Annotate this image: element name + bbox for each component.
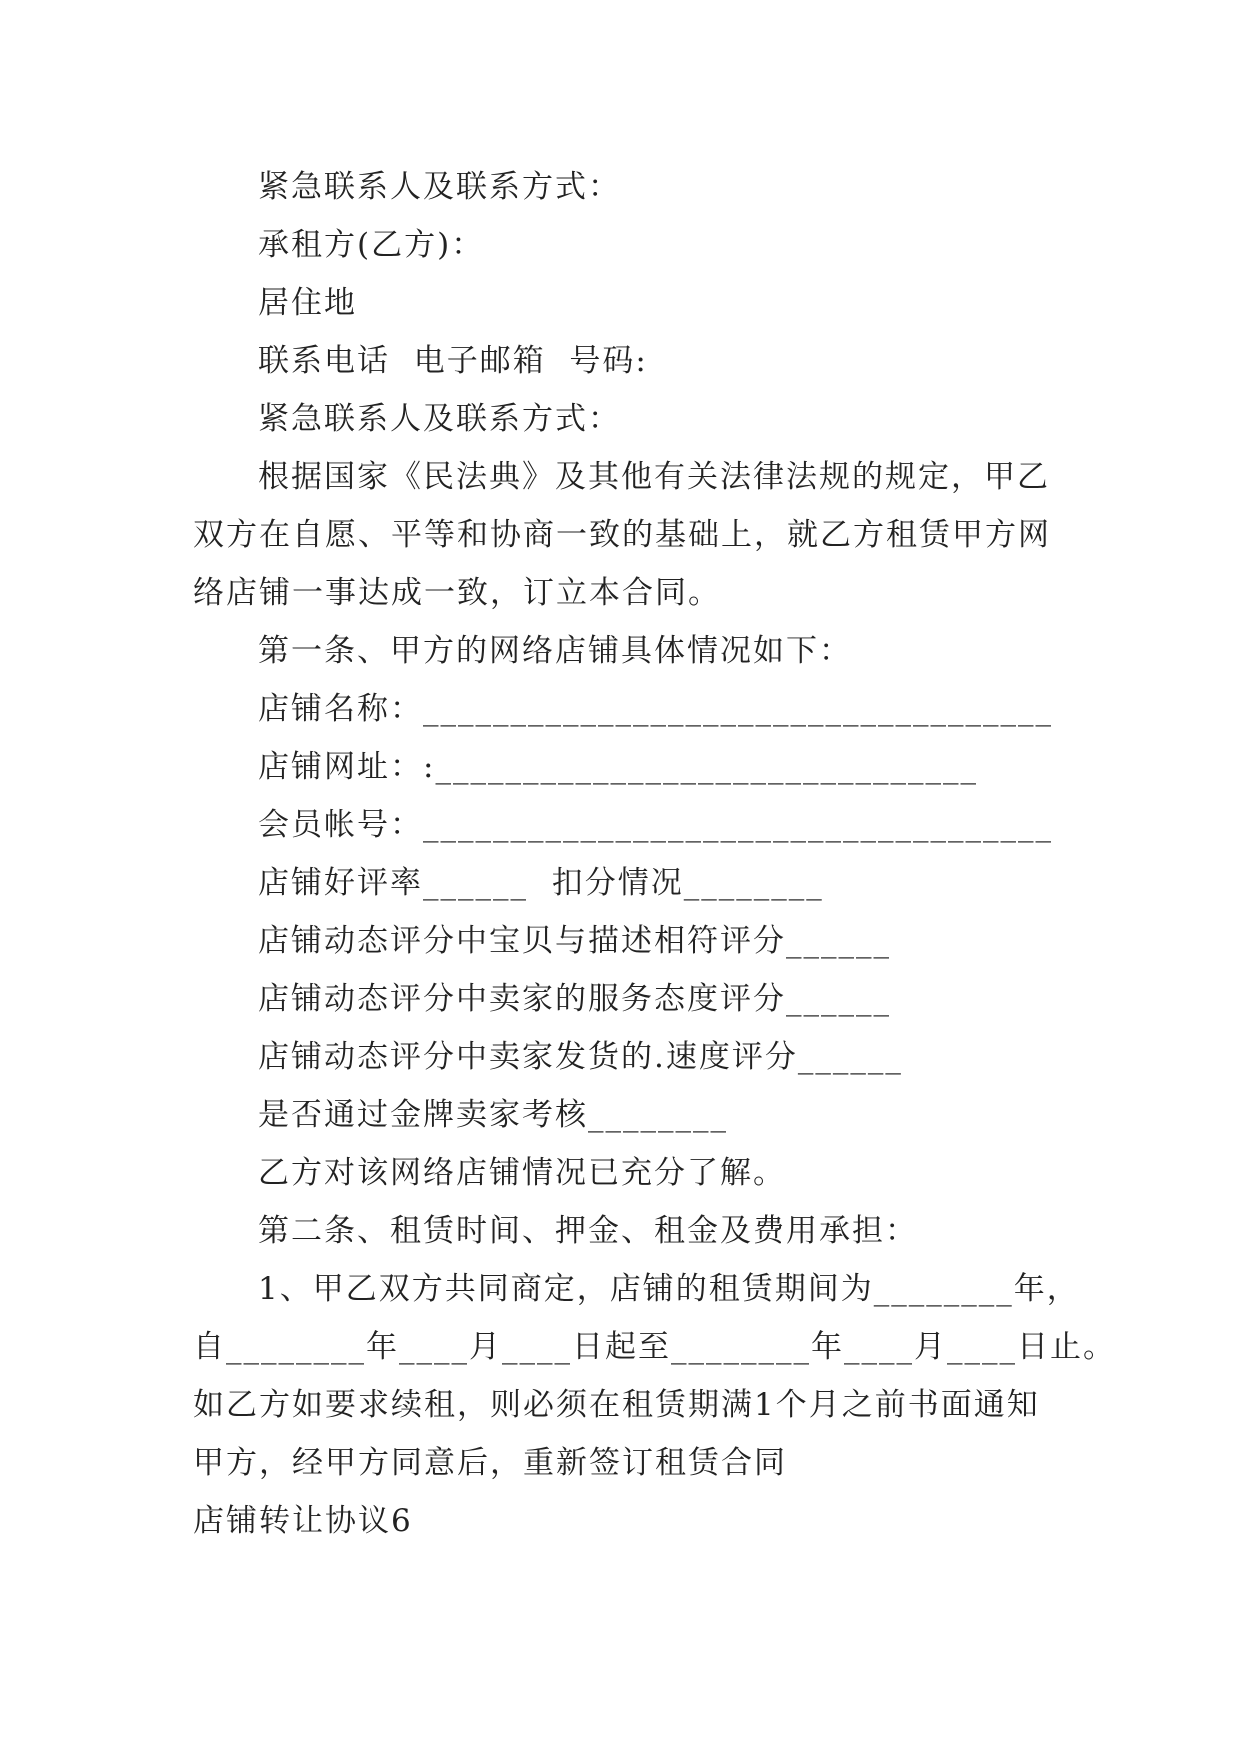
description-score-line: 店铺动态评分中宝贝与描述相符评分______ xyxy=(258,923,891,959)
member-account-line: 会员帐号：____________________________________ xyxy=(258,807,1053,843)
gold-seller-line: 是否通过金牌卖家考核________ xyxy=(258,1097,728,1133)
store-url-line: 店铺网址：:_______________________________ xyxy=(258,749,978,785)
acknowledgement-line: 乙方对该网络店铺情况已充分了解。 xyxy=(258,1155,786,1191)
lease-term-line-3: 如乙方如要求续租，则必须在租赁期满1个月之前书面通知 xyxy=(193,1387,1040,1423)
shipping-score-line: 店铺动态评分中卖家发货的.速度评分______ xyxy=(258,1039,903,1075)
lease-term-line-1: 1、甲乙双方共同商定，店铺的租赁期间为________年， xyxy=(258,1271,1080,1307)
lease-term-line-4: 甲方，经甲方同意后，重新签订租赁合同 xyxy=(193,1445,787,1481)
contact-info-line: 联系电话 电子邮箱 号码: xyxy=(258,343,648,379)
preamble-line-2: 双方在自愿、平等和协商一致的基础上，就乙方租赁甲方网 xyxy=(193,517,1051,553)
article-1-heading: 第一条、甲方的网络店铺具体情况如下： xyxy=(258,633,852,669)
preamble-line-3: 络店铺一事达成一致，订立本合同。 xyxy=(193,575,721,611)
emergency-contact-line-1: 紧急联系人及联系方式： xyxy=(258,169,621,205)
residence-line: 居住地 xyxy=(258,285,357,321)
store-name-line: 店铺名称：____________________________________ xyxy=(258,691,1053,727)
article-2-heading: 第二条、租赁时间、押金、租金及费用承担： xyxy=(258,1213,918,1249)
preamble-line-1: 根据国家《民法典》及其他有关法律法规的规定，甲乙 xyxy=(258,459,1050,495)
emergency-contact-line-2: 紧急联系人及联系方式： xyxy=(258,401,621,437)
service-score-line: 店铺动态评分中卖家的服务态度评分______ xyxy=(258,981,891,1017)
lessee-heading: 承租方(乙方)： xyxy=(258,227,485,263)
rating-line: 店铺好评率______ 扣分情况________ xyxy=(258,865,824,901)
lease-term-line-2: 自________年____月____日起至________年____月____日止。 xyxy=(193,1329,1116,1365)
agreement-title-6: 店铺转让协议6 xyxy=(193,1503,413,1539)
